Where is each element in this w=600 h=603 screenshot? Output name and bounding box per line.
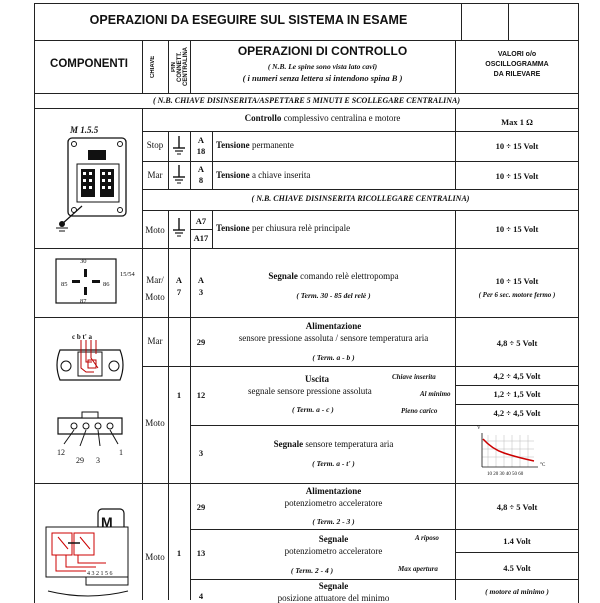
chiave-mar: Mar — [147, 170, 163, 180]
text: PIN — [171, 62, 177, 73]
text: 7 — [176, 287, 182, 297]
cond-max-apertura: Max apertura — [398, 565, 438, 573]
motor-label: M — [101, 514, 113, 530]
text: DA RILEVARE — [493, 71, 541, 78]
uscita-term: ( Term. a - c ) — [292, 405, 334, 414]
value-chiave-inserita: 4,2 ÷ 4,5 Volt — [493, 371, 541, 381]
text: comando relè elettropompa — [297, 271, 399, 281]
segnale-temp-aria — [212, 439, 455, 449]
accelerator-potentiometer-icon — [38, 505, 138, 600]
rule — [34, 93, 579, 94]
value-alimentazione: 4,8 ÷ 5 Volt — [496, 338, 538, 348]
pressure-sensor-icon — [50, 340, 130, 390]
relay-label-86: 86 — [103, 281, 110, 288]
ecu-label: M 1.5.5 — [70, 125, 99, 135]
tensione-chiave-inserita — [216, 170, 310, 180]
value-max-apertura: 4.5 Volt — [503, 563, 531, 573]
rule — [190, 229, 212, 230]
value-pot-alimentazione: 4,8 ÷ 5 Volt — [496, 502, 538, 512]
pin-12-sensor: 12 — [196, 390, 206, 400]
text: 18 — [196, 146, 206, 156]
rule — [212, 131, 213, 189]
uscita-desc: segnale sensore pressione assoluta — [248, 386, 372, 396]
relay-label-30: 30 — [80, 258, 87, 265]
rule — [142, 189, 579, 190]
note-chiave-disinserita: ( N.B. CHIAVE DISINSERITA/ASPETTARE 5 MINUTI E SCOLLEGARE CENTRALINA) — [152, 96, 461, 105]
text: 8 — [198, 175, 204, 185]
text: a chiave inserita — [249, 170, 311, 180]
chiave-1-sensor: 1 — [176, 390, 182, 400]
ground-icon — [172, 136, 186, 156]
column-header-valori — [455, 50, 579, 80]
rule — [142, 161, 579, 162]
relay-label-87: 87 — [80, 298, 87, 305]
rule — [455, 404, 579, 405]
column-header-pin — [171, 44, 189, 90]
pot-segnale-term: ( Term. 2 - 4 ) — [290, 566, 334, 575]
text: OSCILLOGRAMMA — [485, 61, 549, 68]
rule — [455, 385, 579, 386]
rule — [34, 40, 579, 41]
value-mar: 10 ÷ 15 Volt — [495, 171, 539, 181]
pin-a3 — [190, 274, 212, 298]
text: Segnale — [268, 271, 298, 281]
graph-x-unit: °C — [540, 463, 546, 468]
text: 2 — [96, 571, 99, 577]
rule — [142, 366, 579, 367]
pot-alimentazione-desc: potenziometro acceleratore — [284, 498, 383, 508]
header-divider-1 — [461, 3, 462, 40]
value-a-riposo: 1.4 Volt — [503, 536, 531, 546]
pot-segnale-desc: potenziometro acceleratore — [284, 546, 383, 556]
chiave-moto-sensor: Moto — [145, 418, 165, 428]
text: A — [197, 275, 205, 285]
rule — [190, 579, 579, 580]
segnale-temp-term: ( Term. a - t' ) — [312, 459, 355, 468]
pin-13-pot: 13 — [196, 548, 206, 558]
chiave-stop: Stop — [146, 140, 164, 150]
cond-al-minimo: Al minimo — [420, 390, 451, 398]
value-rele-note: ( Per 6 sec. motore fermo ) — [478, 291, 556, 299]
column-header-note-1: ( N.B. Le spine sono vista lato cavi) — [267, 62, 378, 71]
text: Segnale — [273, 439, 304, 449]
tensione-permanente — [216, 140, 294, 150]
header-divider-2 — [508, 3, 509, 40]
pot-minimo-title: Segnale — [318, 581, 349, 591]
pot-alimentazione-title: Alimentazione — [305, 486, 362, 496]
chiave-moto-pot: Moto — [145, 552, 165, 562]
alimentazione-title: Alimentazione — [305, 321, 362, 331]
graph-y-unit: V — [477, 426, 481, 431]
alimentazione-term: ( Term. a - b ) — [312, 353, 355, 362]
text: 6 — [109, 571, 113, 577]
text: Tensione — [216, 223, 250, 233]
pin-29-sensor: 29 — [196, 337, 206, 347]
controllo-value: Max 1 Ω — [501, 117, 533, 127]
text: 5 — [105, 571, 108, 577]
rule — [142, 40, 143, 93]
column-header-operazioni: OPERAZIONI DI CONTROLLO — [237, 44, 408, 58]
text: CONNETT. — [177, 52, 183, 82]
text: A — [175, 275, 183, 285]
sensor-pin-1: 1 — [119, 448, 123, 457]
value-rele: 10 ÷ 15 Volt — [495, 276, 539, 286]
rule — [142, 131, 579, 132]
chiave-mar-sensor: Mar — [147, 336, 163, 346]
rule — [34, 317, 579, 318]
pin-29-pot: 29 — [196, 502, 206, 512]
rule — [190, 529, 579, 530]
rule — [142, 210, 579, 211]
text: A — [197, 135, 205, 145]
chiave-moto: Moto — [145, 225, 165, 235]
column-header-componenti: COMPONENTI — [50, 58, 128, 70]
text: complessivo centralina e motore — [281, 113, 401, 123]
pin-3-sensor: 3 — [198, 448, 204, 458]
cond-pieno-carico: Pieno carico — [401, 407, 438, 415]
text: A — [197, 164, 205, 174]
rule — [190, 210, 191, 600]
text: Tensione — [216, 140, 250, 150]
pot-minimo-desc: posizione attuatore del minimo — [277, 593, 390, 603]
pin-a18 — [190, 135, 212, 157]
text: sensore temperatura aria — [303, 439, 394, 449]
page-title: OPERAZIONI DA ESEGUIRE SUL SISTEMA IN ESAME — [89, 13, 408, 27]
pin-a7: A7 — [195, 216, 207, 226]
rule — [168, 131, 169, 189]
chiave-mar-moto — [142, 272, 168, 306]
cond-chiave-inserita: Chiave inserita — [392, 373, 436, 381]
pin-a17: A17 — [193, 233, 209, 243]
text: per chiusura relè principale — [249, 223, 351, 233]
term-rele: ( Term. 30 - 85 del relè ) — [296, 291, 371, 300]
value-stop: 10 ÷ 15 Volt — [495, 141, 539, 151]
controllo-text — [190, 113, 455, 123]
sensor-pin-12: 12 — [57, 448, 65, 457]
text: Mar/ — [146, 275, 164, 285]
sensor-connector-labels: c b t' a — [72, 333, 93, 341]
text: Tensione — [216, 170, 250, 180]
value-pieno-carico: 4,2 ÷ 4,5 Volt — [493, 408, 541, 418]
uscita-title: Uscita — [305, 374, 329, 384]
tensione-rele — [216, 223, 350, 233]
text: CENTRALINA — [183, 47, 189, 87]
pin-4-pot: 4 — [198, 591, 204, 601]
temperature-connector-icon — [50, 410, 130, 450]
pot-alimentazione-term: ( Term. 2 - 3 ) — [312, 517, 355, 526]
sensor-pin-29: 29 — [76, 456, 84, 465]
relay-label-85: 85 — [61, 281, 68, 288]
rule — [190, 425, 579, 426]
chiave-1-pot: 1 — [176, 548, 182, 558]
sensor-pin-3: 3 — [96, 456, 100, 465]
table-border-top — [34, 3, 579, 4]
rule — [34, 248, 579, 249]
ground-icon — [172, 218, 186, 238]
value-al-minimo: 1,2 ÷ 1,5 Volt — [493, 389, 541, 399]
chiave-a7 — [168, 274, 190, 298]
text: Moto — [145, 292, 165, 302]
pot-pin-labels — [87, 571, 113, 577]
value-minimo: ( motore al minimo ) — [485, 587, 549, 596]
relay-label-1554: 15/54 — [120, 271, 135, 278]
rule — [34, 483, 579, 484]
rule — [142, 108, 143, 600]
ecu-connector-icon — [52, 136, 132, 232]
column-header-chiave: CHIAVE — [150, 55, 156, 79]
graph-x-ticks: 10 20 30 40 50 60 — [487, 472, 524, 477]
text: 4 — [87, 571, 90, 577]
pin-a8 — [190, 164, 212, 186]
value-moto: 10 ÷ 15 Volt — [495, 224, 539, 234]
text: 1 — [100, 571, 104, 577]
rule — [212, 210, 213, 248]
column-header-note-2: ( i numeri senza lettera si intendono spina B ) — [242, 73, 403, 83]
temperature-curve-graph — [478, 431, 542, 475]
ground-icon — [172, 165, 186, 185]
rule — [455, 552, 579, 553]
text: Controllo — [244, 113, 282, 123]
rule — [168, 40, 169, 93]
rule — [168, 210, 169, 600]
rule — [34, 108, 579, 109]
text: VALORI o/o — [497, 51, 537, 58]
segnale-rele — [212, 271, 455, 281]
pot-segnale-title: Segnale — [318, 534, 349, 544]
cond-a-riposo: A riposo — [415, 534, 439, 542]
alimentazione-desc: sensore pressione assoluta / sensore temperatura aria — [238, 333, 429, 343]
text: 3 — [198, 287, 204, 297]
text: permanente — [249, 140, 294, 150]
text: 3 — [91, 571, 95, 577]
note-ricollegare: ( N.B. CHIAVE DISINSERITA RICOLLEGARE CENTRALINA) — [251, 194, 470, 203]
